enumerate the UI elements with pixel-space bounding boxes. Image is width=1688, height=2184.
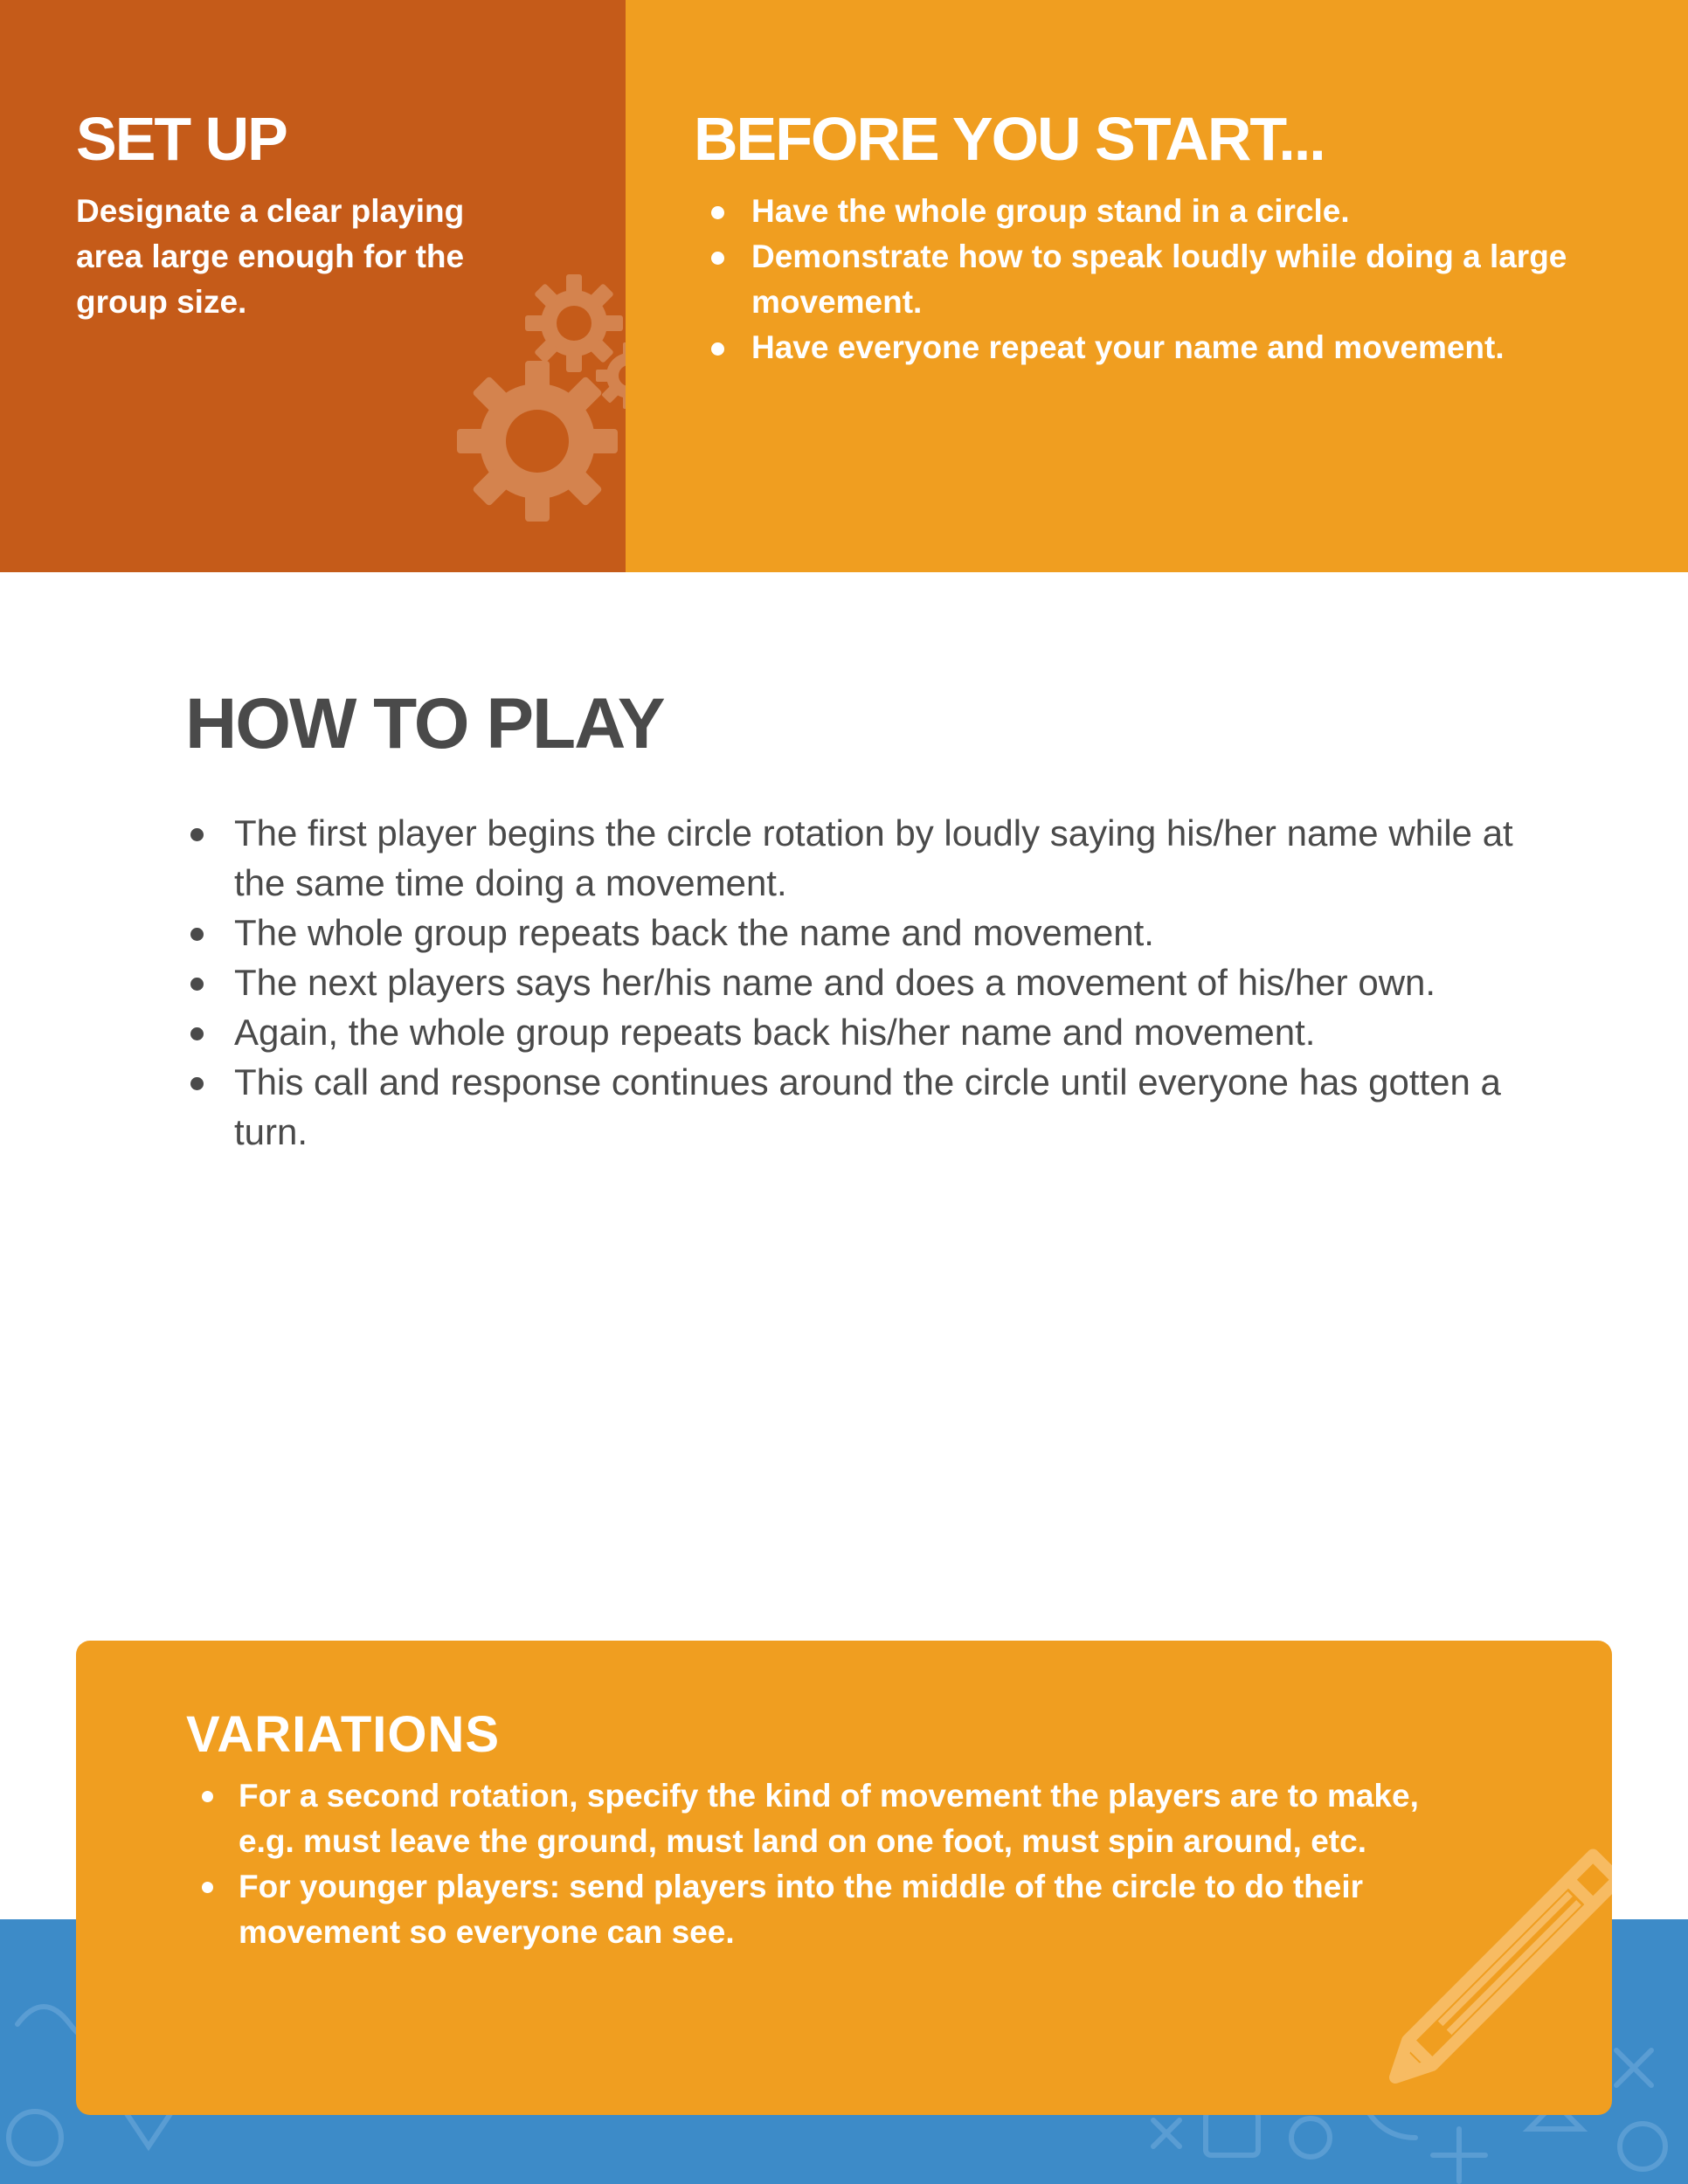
before-title: BEFORE YOU START... <box>694 105 1325 173</box>
list-item: The next players says her/his name and does a movement of his/her own. <box>234 957 1545 1007</box>
howto-list <box>234 808 1545 1157</box>
list-item: Again, the whole group repeats back his/her name and movement. <box>234 1007 1545 1057</box>
list-item: Demonstrate how to speak loudly while doing a large movement. <box>751 234 1634 325</box>
list-item: Have everyone repeat your name and movement. <box>751 325 1634 370</box>
howto-title: HOW TO PLAY <box>185 684 664 764</box>
list-item: For a second rotation, specify the kind of movement the players are to make, e.g. must leave the ground, must land on one foot, must spin around, etc. <box>239 1773 1462 1864</box>
before-list <box>751 189 1634 370</box>
setup-panel <box>0 0 626 572</box>
list-item: The first player begins the circle rotation by loudly saying his/her name while at the same time doing a movement. <box>234 808 1545 908</box>
variations-list <box>239 1773 1462 1955</box>
setup-text: Designate a clear playing area large enough for the group size. <box>76 193 465 320</box>
list-item: Have the whole group stand in a circle. <box>751 189 1634 234</box>
variations-title: VARIATIONS <box>186 1706 501 1763</box>
setup-title: SET UP <box>76 105 287 173</box>
gears-icon <box>454 262 626 524</box>
list-item: This call and response continues around the circle until everyone has gotten a turn. <box>234 1057 1545 1157</box>
list-item: The whole group repeats back the name and movement. <box>234 908 1545 957</box>
before-panel <box>626 0 1688 572</box>
pencil-icon <box>1378 1824 1612 2086</box>
variations-box <box>76 1641 1612 2115</box>
list-item: For younger players: send players into the middle of the circle to do their movement so everyone can see. <box>239 1864 1462 1955</box>
